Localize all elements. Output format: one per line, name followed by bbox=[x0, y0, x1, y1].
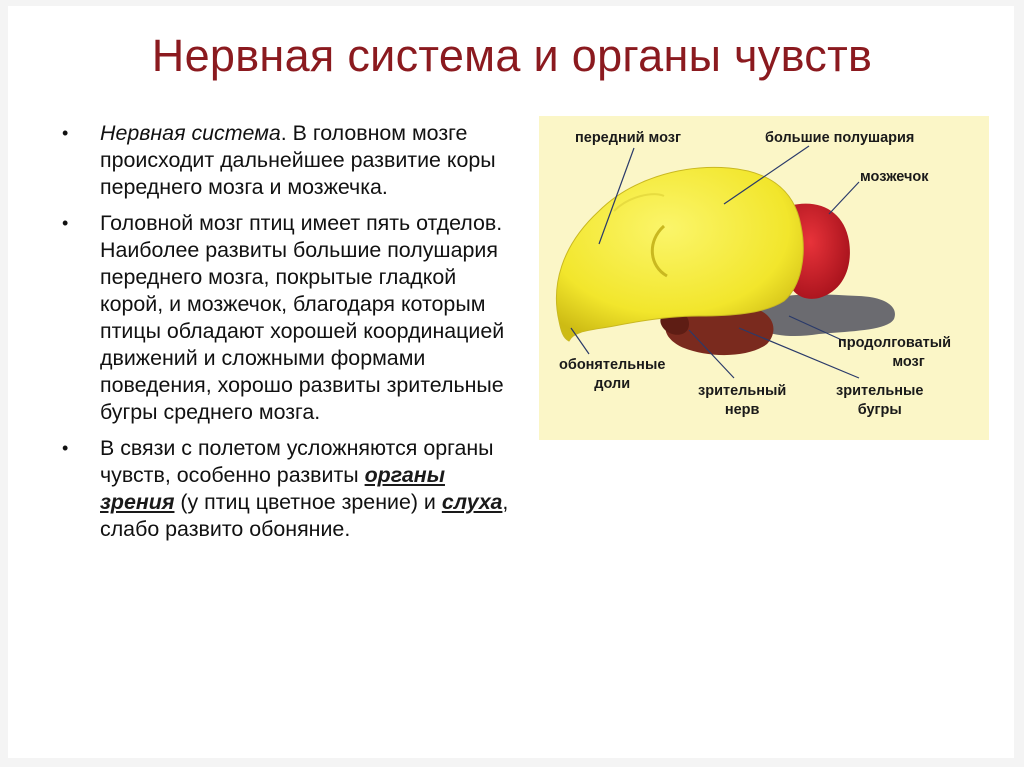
label-olfactory-lobes bbox=[559, 356, 665, 394]
label-olfactory-line2: доли bbox=[594, 376, 631, 392]
keyword-hearing: слуха bbox=[441, 490, 503, 514]
bullet-3-text-2: (у птиц цветное зрение) и bbox=[174, 490, 442, 514]
text-block bbox=[62, 120, 512, 552]
label-thalamus-line1: зрительные bbox=[836, 383, 924, 399]
keyword-vision: органы зрения bbox=[100, 463, 445, 514]
bullet-3-text-1: В связи с полетом усложняются органы чувств, особенно развиты bbox=[100, 436, 494, 487]
bullet-sense-organs bbox=[62, 435, 512, 543]
bird-brain-diagram bbox=[539, 116, 989, 440]
bullet-nervous-system bbox=[62, 120, 512, 201]
bullet-icon: • bbox=[62, 438, 69, 458]
label-cerebellum: мозжечок bbox=[860, 169, 929, 185]
label-medulla-line1: продолговатый bbox=[838, 335, 952, 351]
bullet-1-italic: Нервная система bbox=[100, 121, 281, 145]
label-hemispheres: большие полушария bbox=[765, 130, 915, 146]
label-olfactory-line1: обонятельные bbox=[559, 357, 666, 373]
bullet-3-text-3: , слабо развито обоняние. bbox=[100, 490, 509, 541]
label-medulla bbox=[838, 334, 951, 372]
label-optic-nerve-line2: нерв bbox=[724, 402, 760, 418]
slide-title: Нервная система и органы чувств bbox=[151, 30, 873, 81]
label-optic-nerve bbox=[698, 382, 786, 420]
label-thalamus-line2: бугры bbox=[857, 402, 902, 418]
label-optic-thalamus bbox=[836, 382, 923, 420]
label-forebrain: передний мозг bbox=[575, 130, 682, 146]
bullet-brain-sections bbox=[62, 210, 512, 426]
label-optic-nerve-line1: зрительный bbox=[698, 383, 787, 399]
bullet-2-text: Головной мозг птиц имеет пять отделов. Наиболее развиты большие полушария переднего мозга, покрытые гладкой корой, и мозжечок, благодаря которым птицы обладают хорошей координацией движений и сложными формами поведения, хорошо развиты зрительные бугры среднего мозга. bbox=[100, 211, 505, 424]
bullet-1-text: . В головном мозге происходит дальнейшее развитие коры переднего мозга и мозжечка. bbox=[100, 121, 496, 199]
label-medulla-line2: мозг bbox=[892, 354, 925, 370]
bullet-icon: • bbox=[62, 213, 69, 233]
bullet-icon: • bbox=[62, 123, 69, 143]
